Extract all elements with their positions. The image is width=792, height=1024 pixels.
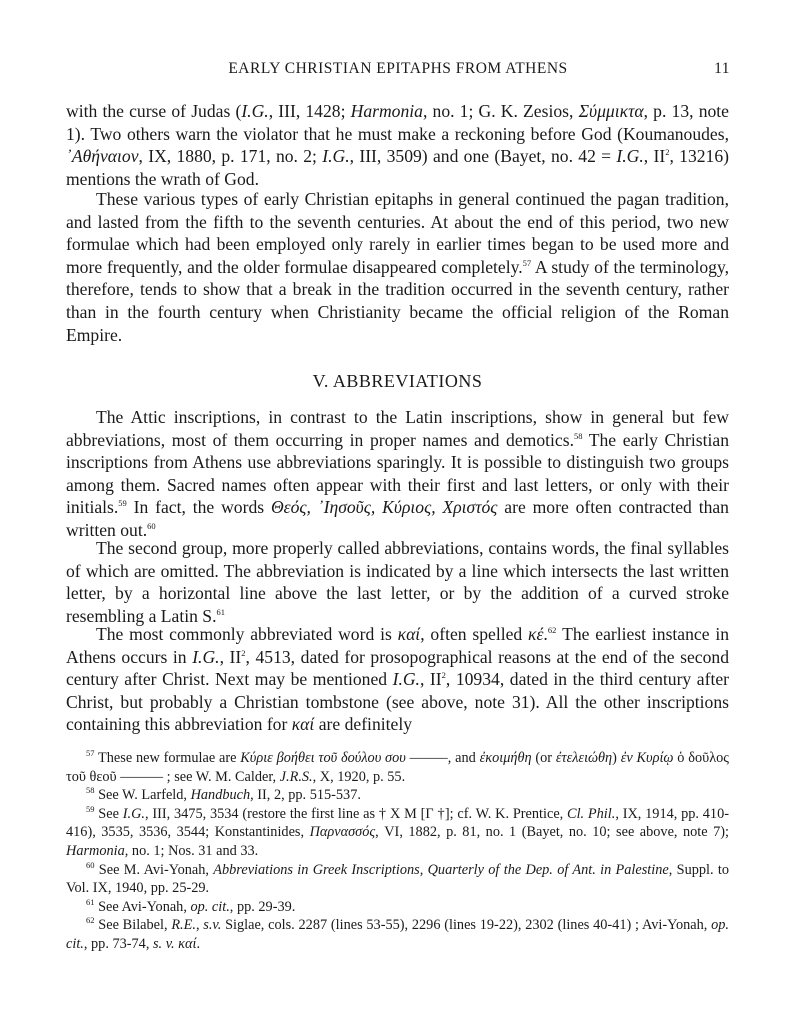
text: See Bilabel, [94,917,172,934]
footnote-59 [66,805,729,861]
text-italic: I.G. [392,669,420,690]
superscript: 2 [441,670,446,681]
text: , and [447,750,480,766]
text: . [543,624,548,644]
text: The Attic inscriptions, in contrast to the Latin inscriptions, show in general but few abbreviations, most of them occurring in proper names and demotics. [66,407,729,450]
text-greek: καί [397,624,421,644]
text-greek: Σύμμικτα [578,101,644,121]
text: , no. 1; G. K. Zesios, [422,101,579,121]
text-greek: ἐτελειώθη [555,750,613,766]
text-italic: I.G. [322,146,350,167]
text-italic: Abbreviations in Greek Inscriptions, Quarterly of the Dep. of Ant. in Palestine [213,861,669,878]
text-italic: I.G. [122,805,145,822]
text: are more often contracted than written out. [66,497,729,540]
text-greek: Θεός, ᾿Ιησοῦς, Κύριος, Χριστός [270,497,498,518]
paragraph-attic [66,406,729,542]
text: Siglae, cols. 2287 (lines 53-55), 2296 (lines 19-22), 2302 (lines 40-41) ; Avi-Yonah, [221,917,712,934]
text: , III, 1428; [268,101,351,121]
text: A study of the terminology, therefore, tends to show that a break in the tradition occurred in the seventh century, rather than in the fourth century when Christianity became the official religion of the Roman Empire. [66,256,729,345]
text-italic: Handbuch [190,787,251,804]
superscript: 2 [241,647,246,658]
paragraph-second-group [66,537,729,627]
text-italic: I.G. [192,646,220,667]
text-italic: R.E. [171,917,196,934]
text-italic: s.v. [203,917,222,934]
text: These new formulae are [94,750,241,766]
footnote-60 [66,861,729,898]
footnote-number: 57 [86,748,95,759]
text: , VI, 1882, p. 81, no. 1 (Bayet, no. 10; see above, note 7); [375,824,730,841]
footnote-number: 61 [86,896,95,907]
text: (or [531,750,556,766]
text: ὁ δοῦλος τοῦ θεοῦ ——— ; see W. M. Calder, [66,750,729,785]
text: , II [643,146,666,167]
text: with the curse of Judas ( [66,101,242,121]
text: , III, 3509) and one (Bayet, no. 42 = [349,146,617,167]
text: The most commonly abbreviated word is [96,624,398,644]
section-heading: V. ABBREVIATIONS [312,371,483,391]
text: , pp. 73-74, [83,935,153,952]
footnote-62 [66,916,729,953]
text: See [94,805,123,822]
paragraph-continuation [66,100,729,190]
text: , often spelled [420,624,529,644]
text-italic: J.R.S. [279,768,313,785]
text-greek: Κύριε βοήθει τοῦ δούλου σου ——— [240,750,448,766]
text: , [195,917,204,934]
text-greek: Παρνασσός [309,824,376,841]
footnote-61 [66,898,729,917]
footnote-number: 58 [86,785,95,796]
text: See W. Larfeld, [94,787,191,804]
text: The second group, more properly called abbreviations, contains words, the final syllables of which are omitted. The abbreviation is indicated by a line which intersects the last written letter, by a horizontal line above the last letter, or by the addition of a curved stroke resembling a Latin S. [66,538,729,626]
text: , p. 13, note 1). Two others warn the violator that he must make a reckoning before God (Koumanoudes, [66,101,729,144]
footnote-ref-61[interactable]: 61 [216,606,225,617]
text: The early Christian inscriptions from Athens use abbreviations sparingly. It is possible to distinguish two groups among them. Sacred names often appear with their first and last letters, or only with their initials. [66,429,729,518]
footnote-ref-62[interactable]: 62 [547,625,557,636]
text-italic: s. v. καί [152,935,197,952]
footnote-58 [66,786,729,805]
text: , X, 1920, p. 55. [312,768,406,785]
text-italic: Cl. Phil. [567,805,616,822]
footnote-ref-58[interactable]: 58 [573,430,583,441]
text: These various types of early Christian epitaphs in general continued the pagan tradition, and lasted from the fifth to the seventh centuries. At about the end of this period, two new formulae which had been employed only rarely in earlier times began to be used more and more frequently, and the older formulae disappeared completely. [66,189,729,277]
text-greek: ᾿Αθήναιον [66,146,139,167]
text: , pp. 29-39. [229,898,296,915]
text: , II [219,646,242,667]
text-italic: op. cit. [190,898,230,915]
text-italic: I.G. [241,101,269,121]
text: , 10934, dated in the third century after Christ, but probably a Christian tombstone (see above, note 31). All the other inscriptions containing this abbreviation for [66,669,729,735]
text: are definitely [314,714,413,735]
text-italic: op. cit. [66,917,729,952]
text: , Suppl. to Vol. IX, 1940, pp. 25-29. [66,861,729,897]
superscript: 2 [665,147,670,158]
text: , 13216) mentions the wrath of God. [66,146,729,189]
footnote-ref-57[interactable]: 57 [522,257,532,268]
footnote-ref-59[interactable]: 59 [118,498,127,509]
text: , III, 3475, 3534 (restore the first line as † X M [Γ †]; cf. W. K. Prentice, [144,805,568,822]
text: ) [612,750,621,766]
text: See Avi-Yonah, [94,898,191,915]
text: , 4513, dated for prosopographical reasons at the end of the second century after Christ. Next may be mentioned [66,646,729,690]
footnote-ref-60[interactable]: 60 [147,521,156,532]
text: See M. Avi-Yonah, [94,861,214,878]
text: . [196,935,201,952]
text: , II, 2, pp. 515-537. [250,787,361,804]
paragraph-kai [66,623,729,736]
text-italic: Harmonia [66,842,125,859]
text: , IX, 1880, p. 171, no. 2; [138,146,323,167]
text-greek: ἐκοιμήθη [479,750,532,766]
footnote-number: 62 [86,915,95,926]
running-title: EARLY CHRISTIAN EPITAPHS FROM ATHENS [228,60,568,77]
text-greek: καί [291,714,315,735]
paragraph-epitaph-types [66,188,729,346]
running-header [66,60,730,84]
text: , IX, 1914, pp. 410-416), 3535, 3536, 3544; Konstantinides, [66,805,729,841]
text-italic: Harmonia [350,101,423,121]
text: , no. 1; Nos. 31 and 33. [124,842,259,859]
text: , II [419,669,442,690]
text: The earliest instance in Athens occurs in [66,624,730,667]
footnotes [66,749,729,954]
footnote-57 [66,749,729,786]
text-greek: ἐν Κυρίῳ [620,750,674,766]
text: In fact, the words [126,497,271,518]
text-greek: κέ [528,624,544,644]
text-italic: I.G. [616,146,644,167]
footnote-number: 59 [86,804,95,815]
footnote-number: 60 [86,859,95,870]
page-number: 11 [714,60,730,77]
